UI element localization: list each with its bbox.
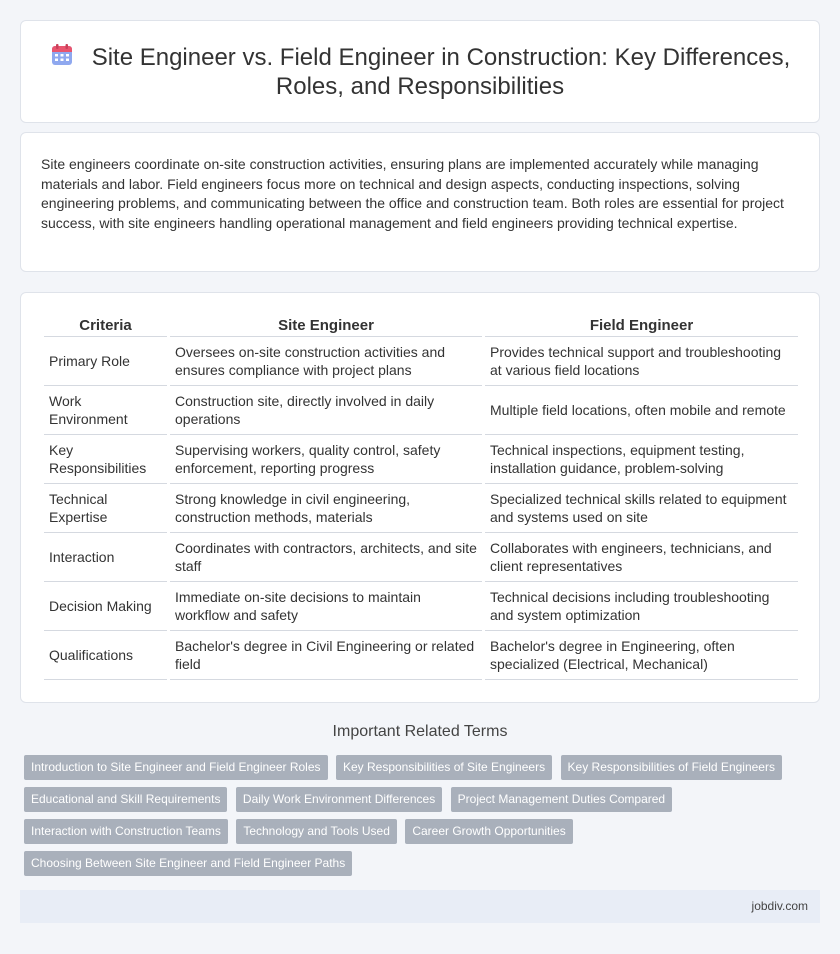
tag-row bbox=[24, 851, 814, 883]
table-row bbox=[44, 484, 798, 533]
page-title: Site Engineer vs. Field Engineer in Construction: Key Differences, Roles, and Responsibilities bbox=[91, 44, 791, 100]
criteria-cell: Decision Making bbox=[44, 582, 167, 631]
related-terms-title: Important Related Terms bbox=[332, 723, 508, 740]
footer-site-link[interactable]: jobdiv.com bbox=[751, 899, 808, 913]
related-term-tag[interactable]: Technology and Tools Used bbox=[236, 819, 397, 844]
table-row bbox=[44, 582, 798, 631]
related-term-tag[interactable]: Key Responsibilities of Field Engineers bbox=[561, 755, 782, 780]
field-engineer-cell: Bachelor's degree in Engineering, often specialized (Electrical, Mechanical) bbox=[485, 631, 798, 680]
site-engineer-cell: Bachelor's degree in Civil Engineering or related field bbox=[170, 631, 482, 680]
page-header bbox=[41, 43, 799, 101]
tag-row bbox=[24, 819, 814, 851]
related-term-tag[interactable]: Key Responsibilities of Site Engineers bbox=[336, 755, 552, 780]
table-row bbox=[44, 337, 798, 386]
table-row bbox=[44, 386, 798, 435]
table-row bbox=[44, 533, 798, 582]
title-card bbox=[20, 20, 820, 123]
related-term-tag[interactable]: Educational and Skill Requirements bbox=[24, 787, 227, 812]
header-criteria: Criteria bbox=[44, 315, 167, 337]
criteria-cell: Qualifications bbox=[44, 631, 167, 680]
comparison-table bbox=[41, 315, 801, 680]
related-term-tag[interactable]: Choosing Between Site Engineer and Field Engineer Paths bbox=[24, 851, 352, 876]
criteria-cell: Work Environment bbox=[44, 386, 167, 435]
footer bbox=[20, 890, 820, 923]
criteria-cell: Technical Expertise bbox=[44, 484, 167, 533]
related-term-tag[interactable]: Interaction with Construction Teams bbox=[24, 819, 228, 844]
table-row bbox=[44, 631, 798, 680]
field-engineer-cell: Provides technical support and troubleshooting at various field locations bbox=[485, 337, 798, 386]
header-field-engineer: Field Engineer bbox=[485, 315, 798, 337]
comparison-table-card bbox=[20, 292, 820, 703]
field-engineer-cell: Multiple field locations, often mobile and remote bbox=[485, 386, 798, 435]
table-row bbox=[44, 435, 798, 484]
summary-card bbox=[20, 132, 820, 272]
site-engineer-cell: Construction site, directly involved in daily operations bbox=[170, 386, 482, 435]
site-engineer-cell: Immediate on-site decisions to maintain workflow and safety bbox=[170, 582, 482, 631]
related-term-tag[interactable]: Career Growth Opportunities bbox=[405, 819, 572, 844]
field-engineer-cell: Specialized technical skills related to equipment and systems used on site bbox=[485, 484, 798, 533]
summary-text: Site engineers coordinate on-site construction activities, ensuring plans are implemented accurately while managing materials and labor. Field engineers focus more on technical and design aspects, conducting inspections, solving engineering problems, and communicating between the office and construction team. Both roles are essential for project success, with site engineers handling operational management and field engineers providing technical expertise. bbox=[41, 156, 784, 231]
header-site-engineer: Site Engineer bbox=[170, 315, 482, 337]
field-engineer-cell: Collaborates with engineers, technicians, and client representatives bbox=[485, 533, 798, 582]
related-term-tag[interactable]: Project Management Duties Compared bbox=[451, 787, 672, 812]
site-engineer-cell: Strong knowledge in civil engineering, construction methods, materials bbox=[170, 484, 482, 533]
site-engineer-cell: Coordinates with contractors, architects, and site staff bbox=[170, 533, 482, 582]
related-term-tag[interactable]: Introduction to Site Engineer and Field Engineer Roles bbox=[24, 755, 328, 780]
related-terms-list bbox=[24, 755, 814, 883]
tag-row bbox=[24, 755, 814, 787]
criteria-cell: Primary Role bbox=[44, 337, 167, 386]
site-engineer-cell: Oversees on-site construction activities and ensures compliance with project plans bbox=[170, 337, 482, 386]
table-header-row bbox=[44, 315, 798, 337]
related-term-tag[interactable]: Daily Work Environment Differences bbox=[236, 787, 442, 812]
criteria-cell: Interaction bbox=[44, 533, 167, 582]
field-engineer-cell: Technical inspections, equipment testing, installation guidance, problem-solving bbox=[485, 435, 798, 484]
criteria-cell: Key Responsibilities bbox=[44, 435, 167, 484]
site-engineer-cell: Supervising workers, quality control, safety enforcement, reporting progress bbox=[170, 435, 482, 484]
tag-row bbox=[24, 787, 814, 819]
field-engineer-cell: Technical decisions including troubleshooting and system optimization bbox=[485, 582, 798, 631]
calendar-icon bbox=[50, 43, 74, 67]
